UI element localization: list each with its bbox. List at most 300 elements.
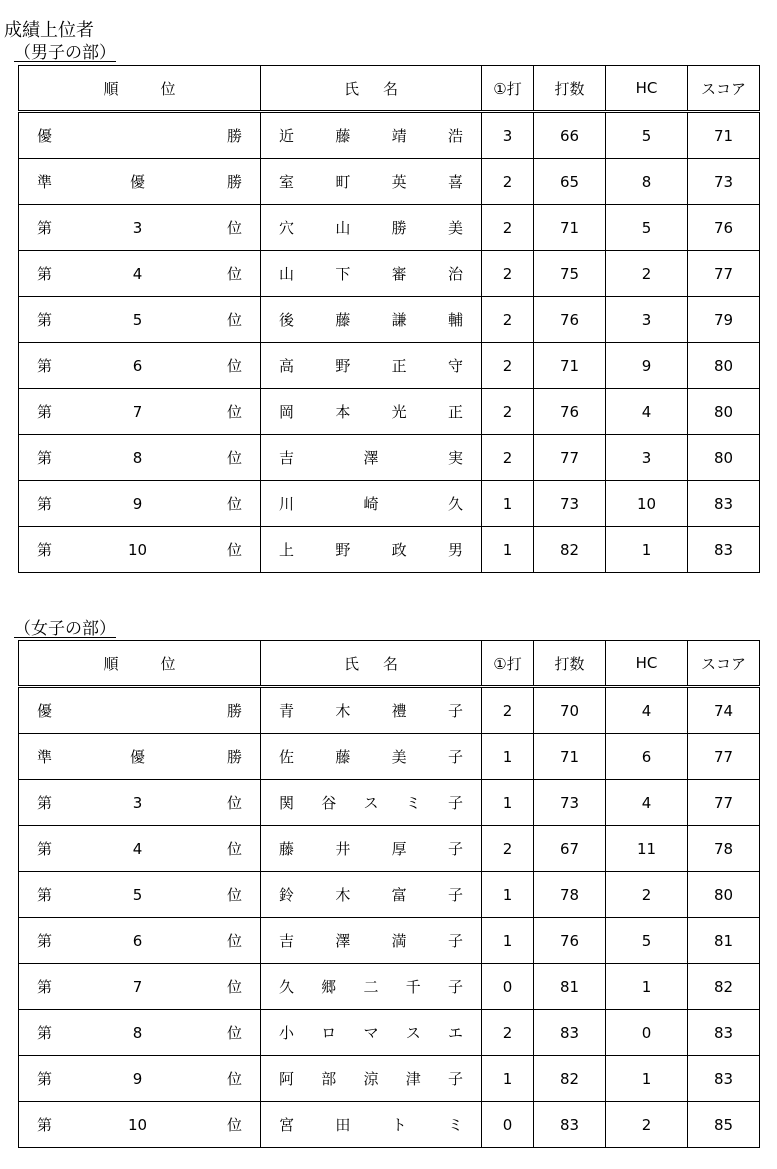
rank-char: 5 [132,885,143,904]
rank-cell [19,918,261,964]
rank-char: 第 [37,1116,53,1134]
first-stroke-cell: 1 [482,780,534,826]
strokes-cell: 77 [534,435,606,481]
rank-cell [19,872,261,918]
table-row [19,435,760,481]
rank-header-char: 位 [160,654,176,673]
name-char: 山 [279,265,295,283]
player-name-cell [261,780,482,826]
hc-cell: 4 [606,687,688,734]
rank-cell [19,734,261,780]
rank-char: 第 [37,1024,53,1042]
player-name [261,309,481,330]
score-header: スコア [688,641,760,687]
rank-char: 位 [226,311,242,329]
score-cell: 82 [688,964,760,1010]
first-stroke-cell: 1 [482,481,534,527]
rank-cell [19,205,261,251]
rank-char: 第 [37,449,53,467]
rank-char: 位 [226,265,242,283]
strokes-cell: 78 [534,872,606,918]
player-name [261,700,481,721]
player-name [261,493,481,514]
name-char: 穴 [279,219,295,237]
rank-char: 7 [132,977,143,996]
name-char: 涼 [363,1070,379,1088]
first-stroke-header: ①打 [482,641,534,687]
rank-header [19,641,261,687]
first-stroke-cell: 2 [482,435,534,481]
name-char: 美 [447,219,463,237]
name-char: 光 [391,403,407,421]
table-row [19,964,760,1010]
strokes-cell: 73 [534,780,606,826]
hc-cell: 6 [606,734,688,780]
name-char: 木 [335,886,351,904]
rank-cell [19,159,261,205]
hc-cell: 1 [606,964,688,1010]
player-name [261,930,481,951]
score-cell: 77 [688,251,760,297]
rank-cell [19,1056,261,1102]
name-char: 審 [391,265,407,283]
table-header-row [19,66,760,112]
name-header-char: 氏 [343,79,359,98]
rank-char: 4 [132,839,143,858]
player-name-cell [261,872,482,918]
rank-text [19,930,260,951]
name-char: 田 [335,1116,351,1134]
rank-text [19,539,260,560]
score-cell: 77 [688,734,760,780]
name-char: 高 [279,357,295,375]
hc-cell: 0 [606,1010,688,1056]
rank-text [19,1114,260,1135]
hc-header: HC [606,641,688,687]
hc-cell: 5 [606,205,688,251]
hc-cell: 3 [606,297,688,343]
name-char: 守 [447,357,463,375]
rank-char: 10 [127,1115,148,1134]
rank-char: 5 [132,310,143,329]
table-row [19,1102,760,1148]
strokes-cell: 71 [534,205,606,251]
score-cell: 83 [688,1056,760,1102]
name-header-char: 名 [383,654,399,673]
strokes-cell: 76 [534,389,606,435]
rank-char: 第 [37,886,53,904]
score-cell: 83 [688,527,760,573]
rank-char: 第 [37,1070,53,1088]
hc-cell: 2 [606,251,688,297]
rank-char: 6 [132,356,143,375]
rank-char: 位 [226,886,242,904]
rank-text [19,884,260,905]
name-char: ロ [321,1024,337,1042]
rank-char: 優 [129,173,145,191]
rank-cell [19,481,261,527]
score-cell: 76 [688,205,760,251]
name-char: 男 [447,541,463,559]
rank-char: 第 [37,311,53,329]
rank-header-char: 順 [103,79,119,98]
score-header: スコア [688,66,760,112]
rank-char: 位 [226,794,242,812]
name-char: 子 [447,748,463,766]
score-cell: 80 [688,343,760,389]
rank-cell [19,527,261,573]
player-name-cell [261,1102,482,1148]
rank-cell [19,389,261,435]
player-name [261,1022,481,1043]
name-char: 後 [279,311,295,329]
first-stroke-header: ①打 [482,66,534,112]
name-header [261,66,482,112]
rank-cell [19,435,261,481]
name-char: 禮 [391,702,407,720]
first-stroke-cell: 1 [482,872,534,918]
name-char: 阿 [279,1070,295,1088]
score-cell: 73 [688,159,760,205]
name-char: 澤 [363,449,379,467]
name-char: 子 [447,1070,463,1088]
table-row [19,159,760,205]
strokes-cell: 65 [534,159,606,205]
strokes-cell: 73 [534,481,606,527]
name-char: 青 [279,702,295,720]
player-name-cell [261,918,482,964]
rank-char: 3 [132,793,143,812]
name-char: 輔 [447,311,463,329]
women-rows [19,687,760,1148]
rank-char: 勝 [226,702,242,720]
rank-cell [19,297,261,343]
hc-cell: 2 [606,1102,688,1148]
rank-text [19,1068,260,1089]
hc-cell: 1 [606,1056,688,1102]
name-char: 澤 [335,932,351,950]
hc-cell: 5 [606,918,688,964]
score-cell: 80 [688,389,760,435]
name-header [261,641,482,687]
score-cell: 79 [688,297,760,343]
strokes-cell: 81 [534,964,606,1010]
rank-text [19,309,260,330]
player-name-cell [261,435,482,481]
player-name-cell [261,297,482,343]
name-char: 靖 [391,127,407,145]
score-cell: 80 [688,435,760,481]
name-header-char: 名 [383,79,399,98]
men-rows [19,112,760,573]
name-char: 吉 [279,449,295,467]
name-char: 子 [447,978,463,996]
first-stroke-cell: 2 [482,297,534,343]
name-char: 正 [447,403,463,421]
hc-header: HC [606,66,688,112]
strokes-cell: 82 [534,1056,606,1102]
player-name-cell [261,826,482,872]
table-row [19,251,760,297]
rank-header-char: 順 [103,654,119,673]
player-name [261,1114,481,1135]
name-header-char: 氏 [343,654,359,673]
name-char: 郷 [321,978,337,996]
player-name [261,1068,481,1089]
rank-char: 勝 [226,748,242,766]
player-name-cell [261,964,482,1010]
table-row [19,527,760,573]
first-stroke-cell: 1 [482,918,534,964]
player-name-cell [261,687,482,734]
rank-char: 7 [132,402,143,421]
name-char: マ [363,1024,379,1042]
name-char: 子 [447,932,463,950]
strokes-cell: 71 [534,734,606,780]
rank-char: 位 [226,403,242,421]
rank-char: 第 [37,403,53,421]
name-char: 浩 [447,127,463,145]
name-char: 二 [363,978,379,996]
name-char: 美 [391,748,407,766]
first-stroke-cell: 2 [482,343,534,389]
first-stroke-cell: 2 [482,251,534,297]
player-name-cell [261,205,482,251]
first-stroke-cell: 1 [482,527,534,573]
table-row [19,734,760,780]
name-char: 子 [447,886,463,904]
name-char: 久 [447,495,463,513]
rank-text [19,792,260,813]
name-char: 勝 [391,219,407,237]
name-char: 政 [391,541,407,559]
player-name [261,976,481,997]
name-char: 崎 [363,495,379,513]
rank-char: 準 [37,173,53,191]
name-char: 野 [335,357,351,375]
rank-char: 位 [226,978,242,996]
player-name-cell [261,389,482,435]
table-row [19,1010,760,1056]
name-char: 井 [335,840,351,858]
name-char: 満 [391,932,407,950]
player-name [261,355,481,376]
player-name [261,447,481,468]
name-char: 関 [279,794,295,812]
rank-text [19,976,260,997]
name-char: エ [447,1024,463,1042]
rank-char: 準 [37,748,53,766]
rank-char: 第 [37,541,53,559]
name-char: ス [405,1024,421,1042]
strokes-cell: 70 [534,687,606,734]
strokes-header: 打数 [534,641,606,687]
women-results-table [18,640,760,1148]
rank-cell [19,112,261,159]
rank-char: 9 [132,1069,143,1088]
rank-char: 3 [132,218,143,237]
rank-header [19,66,261,112]
first-stroke-cell: 2 [482,159,534,205]
rank-text [19,401,260,422]
name-char: 吉 [279,932,295,950]
score-cell: 80 [688,872,760,918]
score-cell: 83 [688,1010,760,1056]
hc-cell: 4 [606,389,688,435]
rank-cell [19,251,261,297]
name-char: 富 [391,886,407,904]
player-name [261,746,481,767]
name-char: 岡 [279,403,295,421]
rank-text [19,746,260,767]
table-header-row [19,641,760,687]
player-name-cell [261,1010,482,1056]
women-section-title: （女子の部） [14,619,116,639]
rank-char: 位 [226,449,242,467]
table-row [19,826,760,872]
hc-cell: 2 [606,872,688,918]
strokes-cell: 83 [534,1010,606,1056]
hc-cell: 10 [606,481,688,527]
table-row [19,1056,760,1102]
rank-char: 優 [37,702,53,720]
rank-char: 第 [37,265,53,283]
player-name-cell [261,112,482,159]
hc-cell: 3 [606,435,688,481]
first-stroke-cell: 3 [482,112,534,159]
name-char: 木 [335,702,351,720]
table-row [19,297,760,343]
rank-cell [19,780,261,826]
name-char: 藤 [335,748,351,766]
table-row [19,205,760,251]
name-char: 佐 [279,748,295,766]
rank-char: 位 [226,840,242,858]
name-char: 町 [335,173,351,191]
rank-char: 第 [37,840,53,858]
name-char: 下 [335,265,351,283]
rank-text [19,447,260,468]
rank-text [19,217,260,238]
rank-char: 第 [37,357,53,375]
first-stroke-cell: 2 [482,826,534,872]
rank-char: 優 [129,748,145,766]
table-row [19,481,760,527]
rank-char: 位 [226,219,242,237]
rank-char: 位 [226,495,242,513]
player-name [261,125,481,146]
name-char: 千 [405,978,421,996]
rank-text [19,171,260,192]
rank-char: 勝 [226,127,242,145]
strokes-cell: 82 [534,527,606,573]
table-row [19,687,760,734]
rank-text [19,838,260,859]
name-char: 山 [335,219,351,237]
rank-char: 第 [37,932,53,950]
rank-char: 8 [132,448,143,467]
hc-cell: 1 [606,527,688,573]
player-name [261,792,481,813]
name-char: 喜 [447,173,463,191]
first-stroke-cell: 1 [482,1056,534,1102]
hc-cell: 5 [606,112,688,159]
name-char: 久 [279,978,295,996]
player-name [261,263,481,284]
name-char: 英 [391,173,407,191]
score-cell: 83 [688,481,760,527]
name-char: 上 [279,541,295,559]
rank-char: 位 [226,1024,242,1042]
hc-cell: 9 [606,343,688,389]
hc-cell: 8 [606,159,688,205]
rank-char: 9 [132,494,143,513]
player-name-cell [261,1056,482,1102]
strokes-cell: 75 [534,251,606,297]
first-stroke-cell: 1 [482,734,534,780]
player-name-cell [261,481,482,527]
name-char: 治 [447,265,463,283]
rank-char: 第 [37,978,53,996]
rank-header-char: 位 [160,79,176,98]
rank-char: 位 [226,541,242,559]
score-cell: 77 [688,780,760,826]
player-name-cell [261,251,482,297]
name-char: ス [363,794,379,812]
rank-text [19,263,260,284]
player-name [261,171,481,192]
table-row [19,389,760,435]
name-char: 子 [447,794,463,812]
rank-text [19,700,260,721]
rank-cell [19,1010,261,1056]
name-char: 川 [279,495,295,513]
strokes-cell: 66 [534,112,606,159]
name-char: 実 [447,449,463,467]
men-section-title: （男子の部） [14,43,116,63]
player-name-cell [261,527,482,573]
strokes-cell: 76 [534,297,606,343]
first-stroke-cell: 0 [482,964,534,1010]
player-name-cell [261,159,482,205]
name-char: 子 [447,702,463,720]
name-char: 子 [447,840,463,858]
player-name-cell [261,343,482,389]
rank-char: 8 [132,1023,143,1042]
name-char: ミ [405,794,421,812]
player-name-cell [261,734,482,780]
table-row [19,780,760,826]
score-cell: 85 [688,1102,760,1148]
score-cell: 78 [688,826,760,872]
score-cell: 74 [688,687,760,734]
name-char: ト [391,1116,407,1134]
men-results-table [18,65,760,573]
player-name [261,217,481,238]
name-char: 正 [391,357,407,375]
rank-char: 10 [127,540,148,559]
name-char: 藤 [279,840,295,858]
rank-cell [19,826,261,872]
first-stroke-cell: 2 [482,687,534,734]
score-cell: 81 [688,918,760,964]
rank-cell [19,964,261,1010]
strokes-cell: 76 [534,918,606,964]
rank-char: 優 [37,127,53,145]
name-char: 宮 [279,1116,295,1134]
strokes-header: 打数 [534,66,606,112]
rank-char: 位 [226,932,242,950]
